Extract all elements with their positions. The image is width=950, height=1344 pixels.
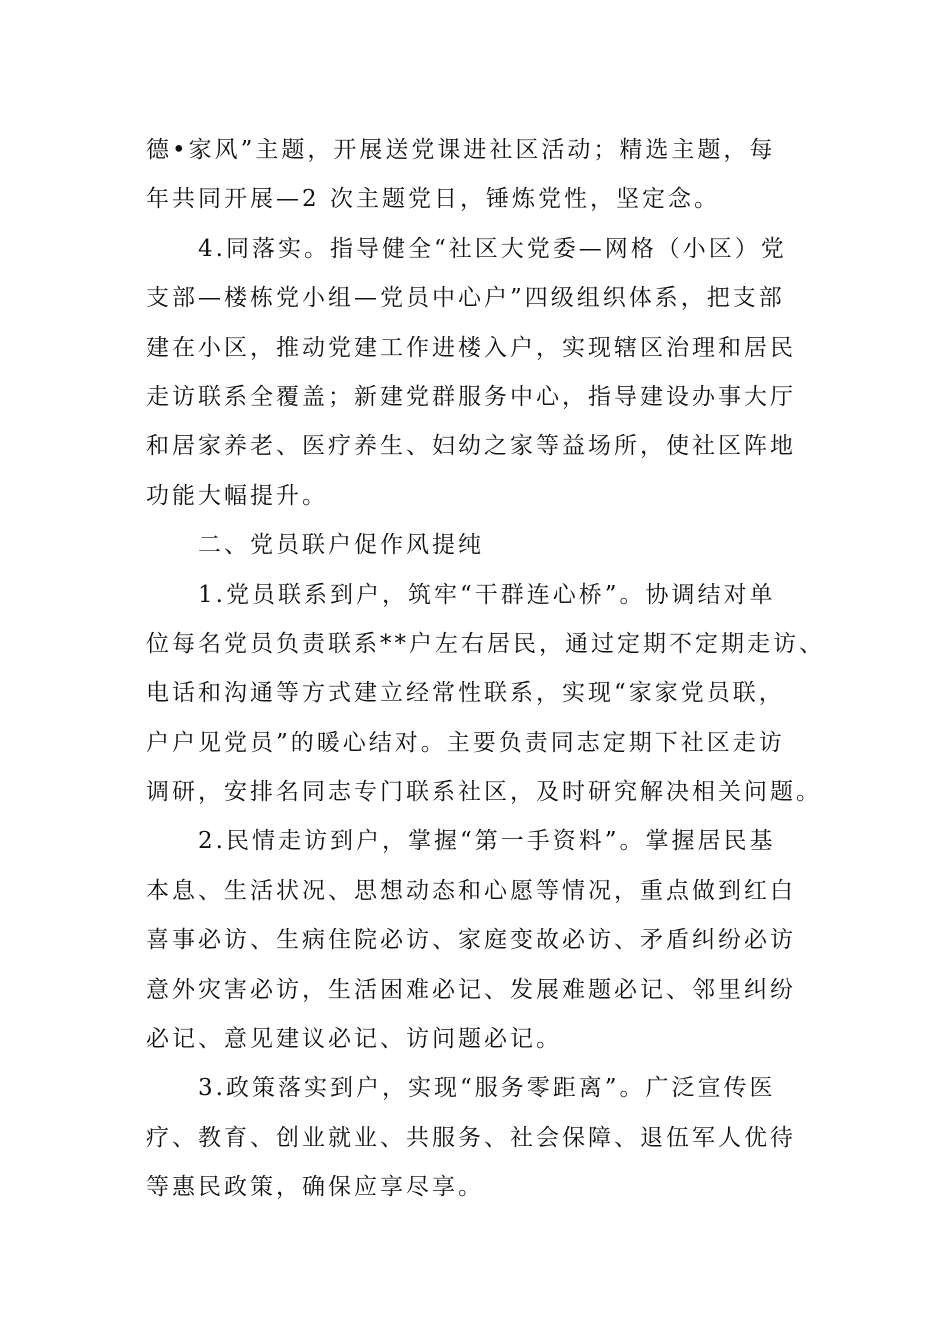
paragraph-start-line: 1.党员联系到户，筑牢“干群连心桥”。协调结对单 — [198, 581, 776, 608]
text-line: 户户见党员”的暖心结对。主要负责同志定期下社区走访 — [146, 729, 785, 756]
text-line: 电话和沟通等方式建立经常性联系，实现“家家党员联， — [146, 680, 785, 707]
paragraph-start-line: 4.同落实。指导健全“社区大党委—网格（小区）党 — [198, 235, 787, 262]
section-heading: 二、党员联户促作风提纯 — [198, 532, 484, 559]
text-line: 必记、意见建议必记、访问题必记。 — [146, 1026, 562, 1053]
text-line: 本息、生活状况、思想动态和心愿等情况，重点做到红白 — [146, 877, 796, 904]
text-line: 德•家风”主题，开展送党课进社区活动；精选主题，每 — [146, 137, 776, 163]
text-line: 建在小区，推动党建工作进楼入户，实现辖区治理和居民 — [146, 334, 796, 361]
text-line: 功能大幅提升。 — [146, 482, 328, 509]
text-line: 年共同开展—2 次主题党日，锤炼党性，坚定念。 — [146, 186, 720, 213]
document-body — [146, 126, 825, 1213]
text-line: 等惠民政策，确保应享尽享。 — [146, 1174, 484, 1201]
text-line: 意外灾害必访，生活困难必记、发展难题必记、邻里纠纷 — [146, 976, 796, 1003]
text-line: 支部—楼栋党小组—党员中心户”四级组织体系，把支部 — [146, 285, 785, 312]
text-line: 和居家养老、医疗养生、妇幼之家等益场所，使社区阵地 — [146, 433, 796, 460]
text-line: 调研，安排名同志专门联系社区，及时研究解决相关问题。 — [146, 779, 822, 806]
paragraph-start-line: 3.政策落实到户，实现“服务零距离”。广泛宣传医 — [198, 1075, 776, 1102]
text-line: 疗、教育、创业就业、共服务、社会保障、退伍军人优待 — [146, 1124, 796, 1151]
paragraph-start-line: 2.民情走访到户，掌握“第一手资料”。掌握居民基 — [198, 828, 776, 855]
text-line: 喜事必访、生病住院必访、家庭变故必访、矛盾纠纷必访 — [146, 927, 796, 954]
text-line: 走访联系全覆盖；新建党群服务中心，指导建设办事大厅 — [146, 383, 796, 410]
text-line: 位每名党员负责联系**户左右居民，通过定期不定期走访、 — [146, 630, 825, 657]
